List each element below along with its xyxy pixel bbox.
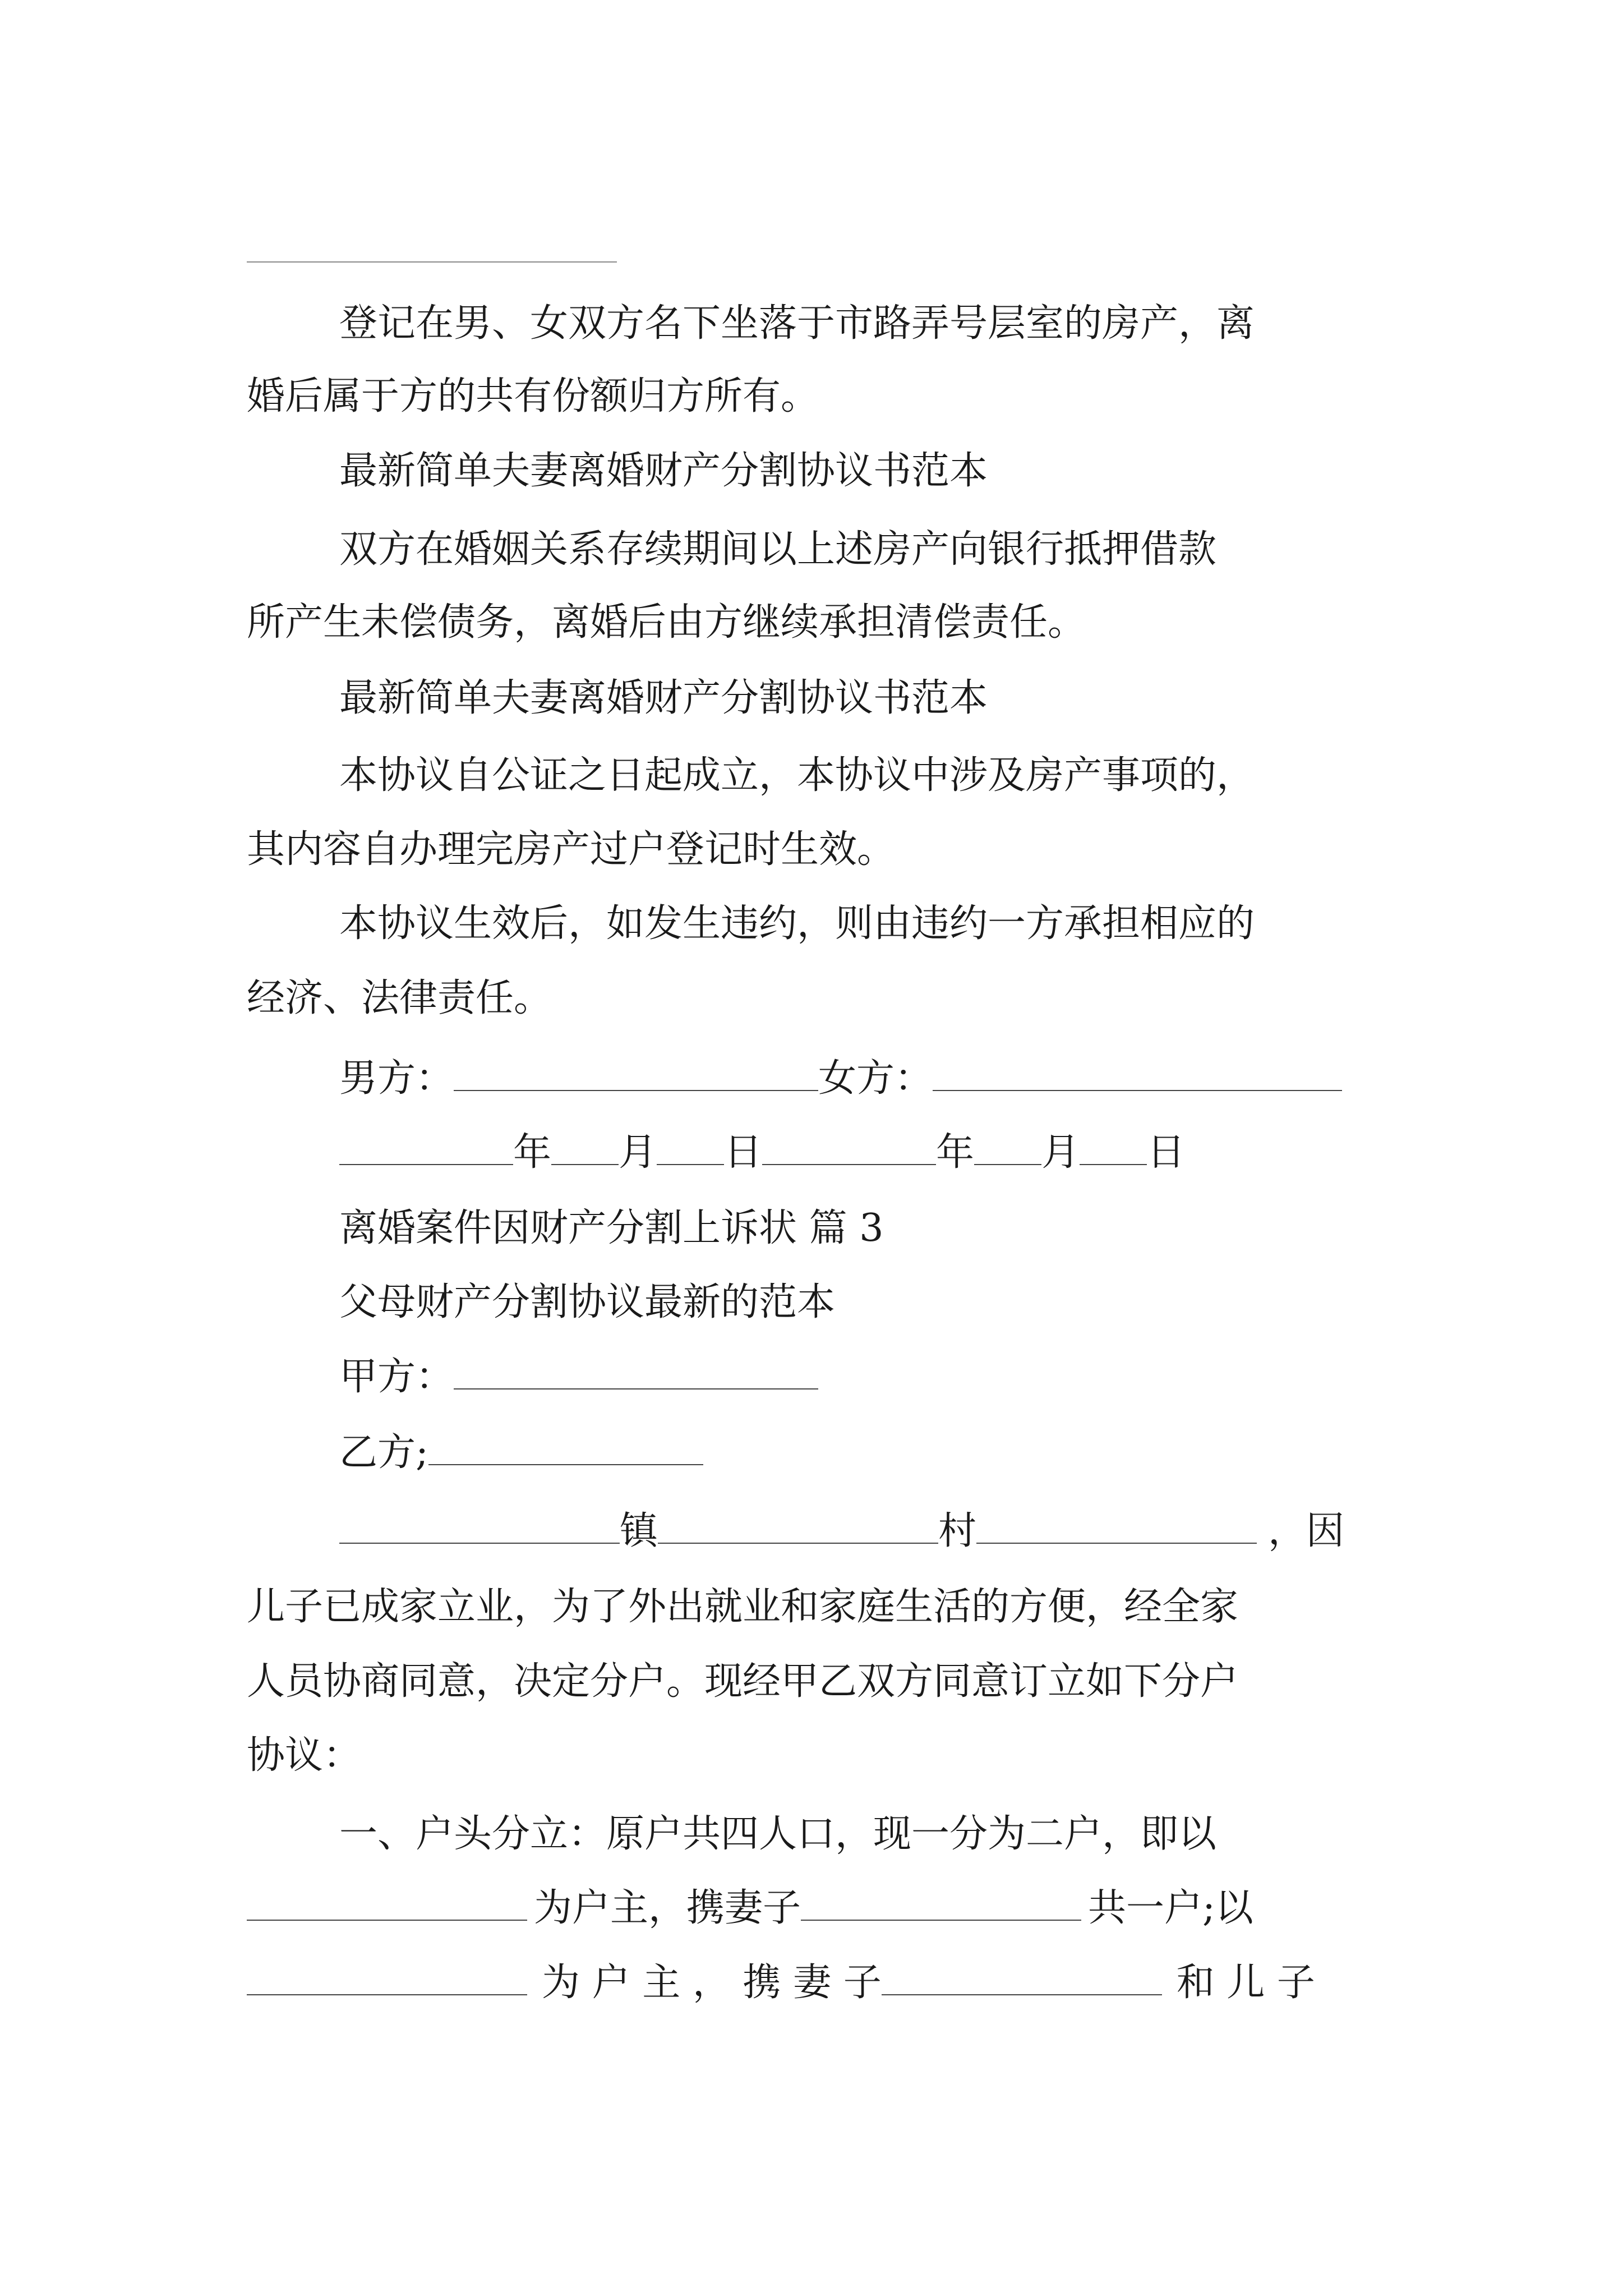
party-a-blank[interactable]: [454, 1354, 818, 1389]
paragraph-line: 儿子已成家立业，为了外出就业和家庭生活的方便，经全家: [247, 1585, 1239, 1629]
and-son-label: 和 儿 子: [1176, 1961, 1315, 2005]
paragraph-line: 登记在男、女双方名下坐落于市路弄号层室的房产，离: [339, 301, 1255, 346]
day-label: 日: [1147, 1130, 1186, 1175]
comma-yin: ，因: [1268, 1509, 1345, 1553]
paragraph-line: 所产生未偿债务，离婚后由方继续承担清偿责任。: [247, 600, 1086, 645]
day-label: 日: [724, 1130, 763, 1175]
year-label: 年: [936, 1130, 975, 1175]
month-blank[interactable]: [551, 1129, 619, 1165]
month-blank[interactable]: [974, 1129, 1041, 1165]
paragraph-line: 本协议生效后，如发生违约，则由违约一方承担相应的: [339, 901, 1255, 946]
header-rule: [247, 261, 617, 263]
as-head-label: 为 户 主 ， 携 妻 子: [542, 1961, 882, 2005]
month-label: 月: [619, 1130, 657, 1175]
party-a-label: 甲方：: [339, 1355, 454, 1399]
paragraph-line: 协议：: [247, 1733, 362, 1778]
town-blank[interactable]: [658, 1508, 938, 1544]
paragraph-line: 经济、法律责任。: [247, 976, 552, 1020]
female-label: 女方：: [818, 1056, 933, 1101]
day-blank[interactable]: [657, 1129, 724, 1165]
signature-row: [339, 1051, 1342, 1107]
head-blank[interactable]: [247, 1885, 527, 1921]
year-blank[interactable]: [762, 1129, 936, 1165]
paragraph-line: 一、户头分立：原户共四人口，现一分为二户，即以: [339, 1812, 1217, 1856]
party-b-blank[interactable]: [428, 1429, 703, 1465]
male-signature-blank[interactable]: [454, 1055, 818, 1091]
village-label: 村: [938, 1509, 977, 1553]
section-heading: 最新简单夫妻离婚财产分割协议书范本: [339, 676, 988, 720]
section-title: 离婚案件因财产分割上诉状 篇 3: [339, 1206, 884, 1250]
paragraph-line: 双方在婚姻关系存续期间以上述房产向银行抵押借款: [339, 527, 1217, 572]
household-row: [247, 1880, 1253, 1936]
address-row: [339, 1503, 1344, 1559]
paragraph-line: 其内容自办理完房产过户登记时生效。: [247, 827, 896, 872]
year-label: 年: [513, 1130, 552, 1175]
section-heading: 最新简单夫妻离婚财产分割协议书范本: [339, 449, 988, 493]
household-row: [247, 1955, 1315, 2011]
village-blank[interactable]: [976, 1508, 1257, 1544]
month-label: 月: [1041, 1130, 1080, 1175]
male-label: 男方：: [339, 1056, 454, 1101]
date-row: [339, 1125, 1185, 1181]
party-b-label: 乙方;: [339, 1430, 428, 1475]
wife-blank[interactable]: [801, 1885, 1081, 1921]
paragraph-line: 人员协商同意，决定分户。现经甲乙双方同意订立如下分户: [247, 1659, 1239, 1704]
one-household-label: 共一户;以: [1088, 1886, 1253, 1930]
party-b-row: [339, 1425, 703, 1481]
town-label: 镇: [620, 1509, 658, 1553]
paragraph-line: 本协议自公证之日起成立，本协议中涉及房产事项的，: [339, 753, 1255, 798]
paragraph-line: 婚后属于方的共有份额归方所有。: [247, 374, 819, 418]
wife-blank[interactable]: [882, 1959, 1162, 1995]
year-blank[interactable]: [339, 1129, 513, 1165]
address-blank[interactable]: [339, 1508, 620, 1544]
section-subtitle: 父母财产分割协议最新的范本: [339, 1280, 836, 1324]
head-blank[interactable]: [247, 1959, 527, 1995]
party-a-row: [339, 1349, 818, 1405]
female-signature-blank[interactable]: [933, 1055, 1342, 1091]
as-head-label: 为户主，携妻子: [534, 1886, 801, 1930]
day-blank[interactable]: [1080, 1129, 1147, 1165]
